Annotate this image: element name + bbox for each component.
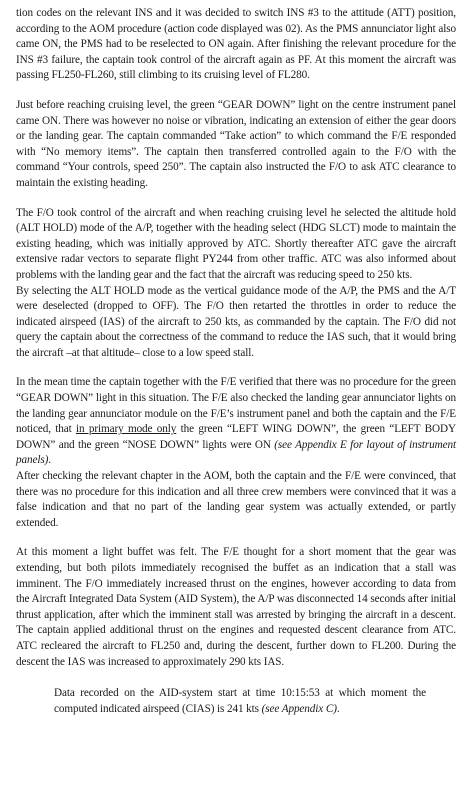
text-run: Data recorded on the AID-system start at time 10:15:53 at which moment the computed indicated airspeed (CIAS) is 241 kts [54,687,426,715]
text-run: Just before reaching cruising level, the green “GEAR DOWN” light on the centre instrument panel came ON. There was however no noise or vibration, indicating an extension of either the gear doors or the landing gear. The captain commanded “Take action” to which command the F/E responded with “No memory items”. The captain then transferred controlled again to the F/O with the command “Your controls, speed 250”. The captain also instructed the F/O to ask ATC clearance to maintain the existing heading. [16,98,456,189]
text-run: The F/O took control of the aircraft and when reaching cruising level he selected the altitude hold (ALT HOLD) mode of the A/P, together with the heading select (HDG SLCT) mode to maintain the existing heading, which was initially approved by ATC. Shortly thereafter ATC gave the aircraft extensive radar vectors to separate flight PY244 from other traffic. ATC was also informed about problems with the landing gear and the fact that the aircraft was reducing speed to 250 kts. [16,206,456,281]
underlined-text: in primary mode only [76,423,177,436]
text-run: tion codes on the relevant INS and it was decided to switch INS #3 to the attitude (ATT) position, according to the AOM procedure (action code displayed was 02). As the PMS annunciator light also came ON, the PMS had to be reselected to ON again. After finishing the relevant procedure for the INS #3 failure, the captain took control of the aircraft again as PF. At this moment the aircraft was passing FL250-FL260, still climbing to its cruising level of FL280. [16,7,456,82]
paragraph-aid-data [54,686,426,717]
italic-reference: (see Appendix C) [261,702,337,715]
text-run: At this moment a light buffet was felt. The F/E thought for a short moment that the gear was extending, but both pilots immediately recognised the buffet as an indication that a stall was imminent. The F/O immediately increased thrust on the engines, however according to data from the Aircraft Integrated Data System (AID System), the A/P was disconnected 14 seconds after initial thrust application, after which the imminent stall was arrested by bringing the aircraft in a descent. The captain applied additional thrust on the engines and requested descent clearance from ATC. ATC recleared the aircraft to FL250 and, during the descent, further down to FL200. During the descent the IAS was increased to approximately 290 kts IAS. [16,546,456,668]
text-run: After checking the relevant chapter in the AOM, both the captain and the F/E were convinced, that there was no procedure for this indication and all three crew members were convinced that it was a false indication and that no part of the landing gear system was actually extended, or partly extended. [16,470,456,529]
text-run: . [336,702,340,715]
paragraph-annunciator-check [16,375,456,469]
text-run: . [48,454,51,467]
paragraph-buffet-stall [16,545,456,670]
paragraph-ins-failure [16,6,456,84]
paragraph-fo-takes-control [16,206,456,284]
text-run: the green “LEFT WING DOWN”, the green “LEFT BODY DOWN” and the green “NOSE DOWN” lights were ON [16,423,456,451]
paragraph-gear-down-light [16,98,456,192]
paragraph-alt-hold-mode [16,284,456,362]
italic-reference: (see Appendix E for layout of instrument panels) [16,438,456,467]
paragraph-aom-check [16,469,456,531]
text-run: By selecting the ALT HOLD mode as the vertical guidance mode of the A/P, the PMS and the A/T were deselected (dropped to OFF). The F/O then retarted the throttles in order to reduce the indicated airspeed (IAS) of the aircraft to 250 kts, as commanded by the captain. The F/O did not query the captain about the correctness of the command to reduce the IAS such, that it would bring the aircraft –at that altitude– close to a low speed stall. [16,284,456,359]
text-run: In the mean time the captain together with the F/E verified that there was no procedure for the green “GEAR DOWN” light in this situation. The F/E also checked the landing gear annunciator lights on the landing gear annunciator module on the F/E’s instrument panel and both the captain and the F/E noticed, that [16,376,456,436]
